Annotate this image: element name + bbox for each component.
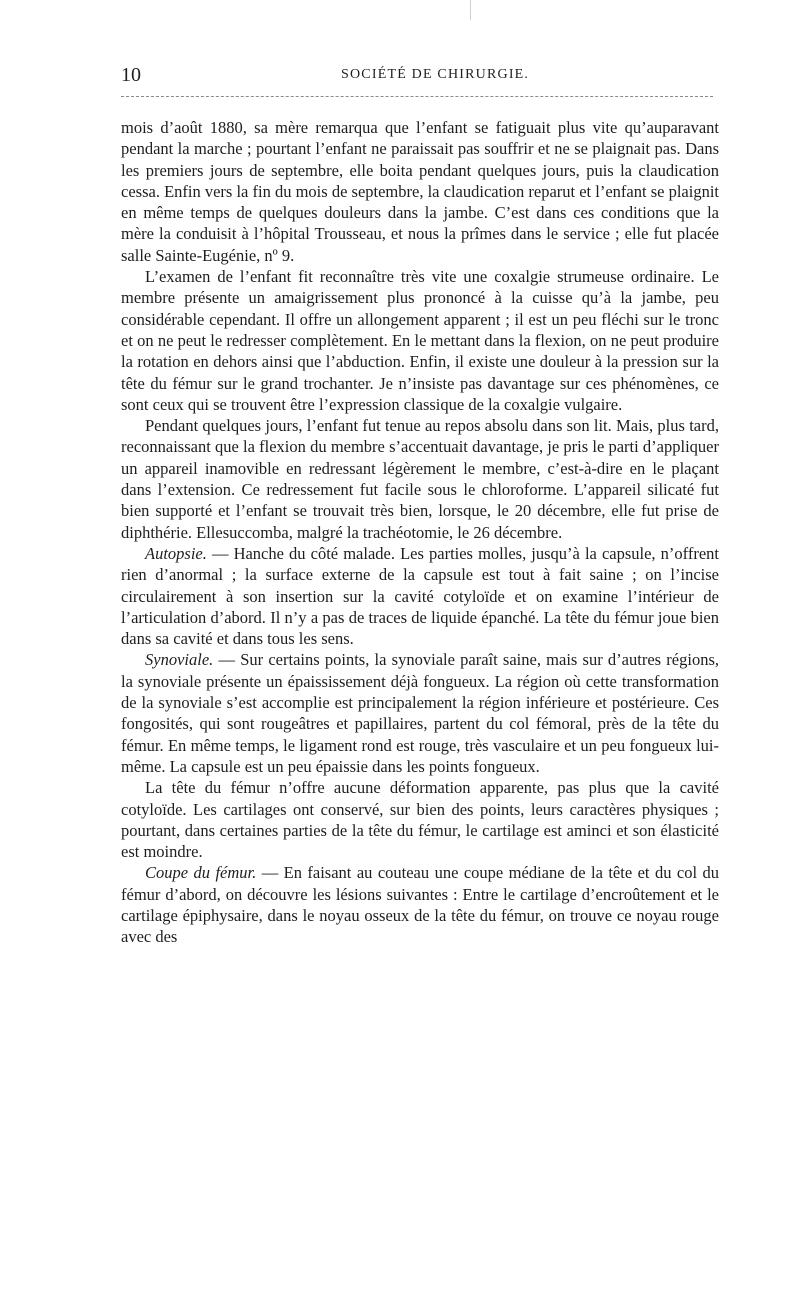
paragraph-1 [121, 117, 719, 266]
section-lead: Coupe du fémur. [145, 863, 257, 883]
paragraph-body: — Hanche du côté malade. Les parties molles, jusqu’à la capsule, n’offrent rien d’anormal ; la surface externe de la capsule est tout à fait saine ; on l’incise circulairement à son insertion sur la cavité cotyloïde et on examine l’intérieur de l’articulation d’abord. Il n’y a pas de traces de liquide épanché. La tête du fémur joue bien dans sa cavité et dans tous les sens. [121, 543, 719, 649]
paragraph-autopsie [121, 543, 719, 649]
paragraph-3 [121, 415, 719, 543]
binding-mark [470, 0, 471, 20]
paragraph-body: Pendant quelques jours, l’enfant fut tenue au repos absolu dans son lit. Mais, plus tard, reconnaissant que la flexion du membre s’accentuait davantage, je pris le parti d’appliquer un appareil inamovible en redressant légèrement le membre, c’est-à-dire en le plaçant dans l’extension. Ce redressement fut facile sous le chloroforme. L’appareil silicaté fut bien supporté et l’enfant se trouvait très bien, lorsque, le 20 décembre, elle fut prise de diphthérie. Ellesuccomba, malgré la trachéotomie, le 26 décembre. [121, 416, 719, 542]
paragraph-6 [121, 777, 719, 862]
paragraph-2 [121, 266, 719, 415]
section-lead: Synoviale. [145, 650, 214, 670]
body-text [121, 117, 719, 948]
paragraph-body: La tête du fémur n’offre aucune déformation apparente, pas plus que la cavité cotyloïde. Les cartilages ont conservé, sur bien des points, leurs caractères physiques ; pourtant, dans certaines parties de la tête du fémur, le cartilage est aminci et son élasticité est moindre. [121, 778, 719, 862]
paragraph-coupe-du-femur [121, 862, 719, 947]
page-number: 10 [121, 64, 141, 86]
section-lead: Autopsie. [145, 543, 207, 563]
running-head: SOCIÉTÉ DE CHIRURGIE. [341, 67, 530, 82]
paragraph-body: — En faisant au couteau une coupe médiane de la tête et du col du fémur d’abord, on découvre les lésions suivantes : Entre le cartilage d’encroûtement et le cartilage épiphysaire, dans le noyau osseux de la tête du fémur, on trouve ce noyau rouge avec des [121, 863, 719, 947]
header-rule [121, 96, 713, 97]
paragraph-synoviale [121, 649, 719, 777]
paragraph-body: mois d’août 1880, sa mère remarqua que l’enfant se fatiguait plus vite qu’auparavant pendant la marche ; pourtant l’enfant ne paraissait pas souffrir et ne se plaignait pas. Dans les premiers jours de septembre, elle boita pendant quelques jours, puis la claudication cessa. Enfin vers la fin du mois de septembre, la claudication reparut et l’enfant se plaignit en même temps de quelques douleurs dans la jambe. C’est dans ces conditions que la mère la conduisit à l’hôpital Trousseau, et nous la prîmes dans le service ; elle fut placée salle Sainte-Eugénie, nº 9. [121, 118, 719, 265]
paragraph-body: — Sur certains points, la synoviale paraît saine, mais sur d’autres régions, la synoviale présente un épaississement déjà fongueux. La région où cette transformation de la synoviale s’est accomplie est principalement la région inférieure et postérieure. Ces fongosités, qui sont rougeâtres et papillaires, partent du col fémoral, près de la tête du fémur. En même temps, le ligament rond est rouge, très vasculaire et un peu fongueux lui-même. La capsule est un peu épaissie dans les points fongueux. [121, 650, 719, 776]
page-header [121, 64, 719, 86]
paragraph-body: L’examen de l’enfant fit reconnaître très vite une coxalgie strumeuse ordinaire. Le membre présente un amaigrissement plus prononcé à la cuisse qu’à la jambe, peu considérable cependant. Il offre un allongement apparent ; il est un peu fléchi sur le tronc et on ne peut le redresser complètement. En le mettant dans la flexion, on ne peut produire la rotation en dehors ainsi que l’abduction. Enfin, il existe une douleur à la pression sur la tête du fémur sur le grand trochanter. Je n’insiste pas davantage sur ces phénomènes, ce sont ceux qui se trouvent être l’expression classique de la coxalgie vulgaire. [121, 267, 719, 414]
